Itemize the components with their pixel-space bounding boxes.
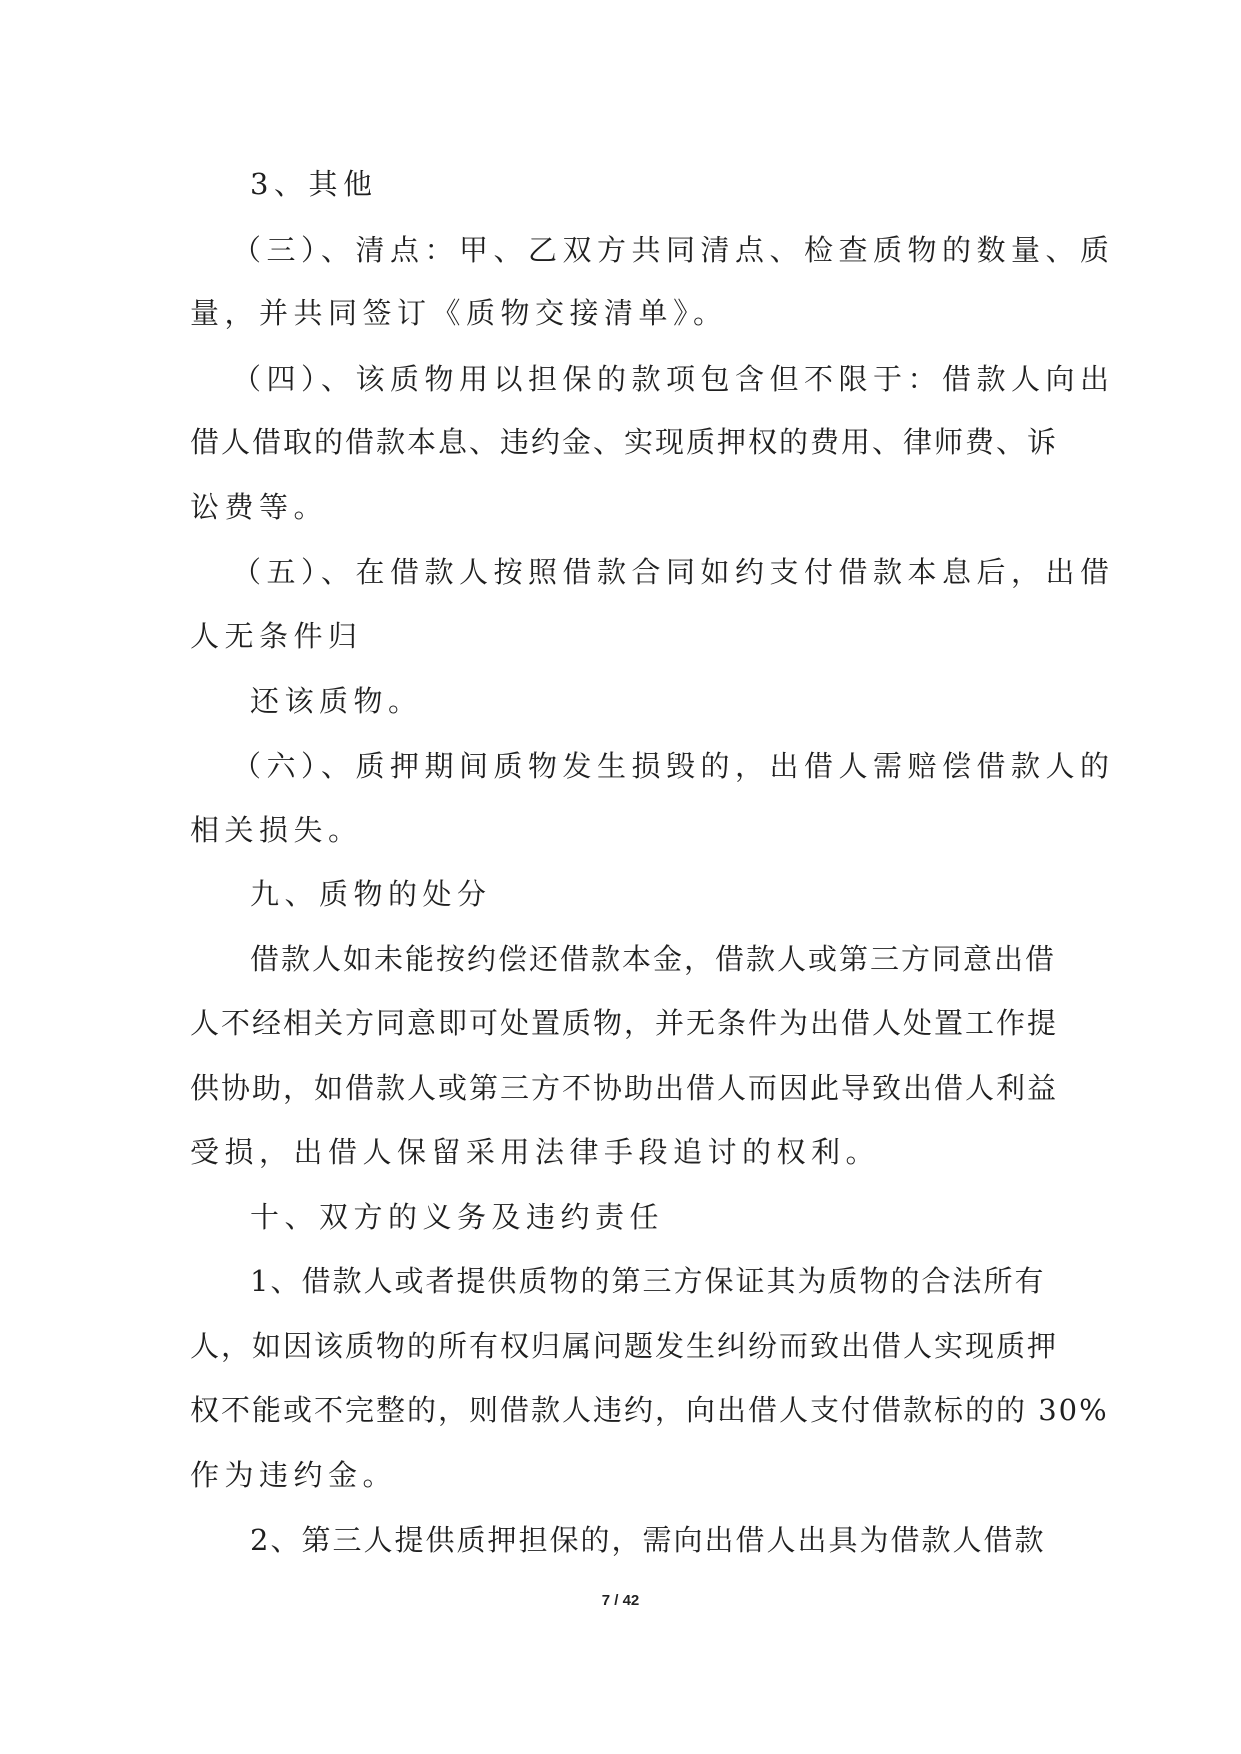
text-line: 量，并共同签订《质物交接清单》。 (190, 296, 728, 330)
text-line: 权不能或不完整的，则借款人违约，向出借人支付借款标的的 30% (190, 1393, 1109, 1427)
text-line: 借款人如未能按约偿还借款本金，借款人或第三方同意出借 (250, 942, 1057, 976)
text-line: 作为违约金。 (190, 1458, 398, 1492)
text-line: 3、其他 (250, 167, 378, 201)
text-line: （三）、清点：甲、乙双方共同清点、检查质物的数量、质 (232, 233, 1115, 267)
text-line: （六）、质押期间质物发生损毁的，出借人需赔偿借款人的 (232, 749, 1115, 783)
text-line: 人无条件归 (190, 619, 363, 653)
text-line: 相关损失。 (190, 813, 363, 847)
text-line: 还该质物。 (250, 684, 423, 718)
text-line: （五）、在借款人按照借款合同如约支付借款本息后，出借 (232, 555, 1115, 589)
text-line: 借人借取的借款本息、违约金、实现质押权的费用、律师费、诉 (190, 425, 1059, 459)
text-line: 受损，出借人保留采用法律手段追讨的权利。 (190, 1135, 881, 1169)
text-line: 供协助，如借款人或第三方不协助出借人而因此导致出借人利益 (190, 1071, 1059, 1105)
text-line: 人，如因该质物的所有权归属问题发生纠纷而致出借人实现质押 (190, 1329, 1059, 1363)
section-heading: 十、双方的义务及违约责任 (250, 1200, 665, 1234)
text-line: 讼费等。 (190, 490, 329, 524)
page-number: 7 / 42 (601, 1592, 640, 1609)
section-heading: 九、质物的处分 (250, 877, 492, 911)
text-line: 人不经相关方同意即可处置质物，并无条件为出借人处置工作提 (190, 1006, 1059, 1040)
text-line: 2、第三人提供质押担保的，需向出借人出具为借款人借款 (250, 1523, 1046, 1557)
text-line: 1、借款人或者提供质物的第三方保证其为质物的合法所有 (250, 1264, 1046, 1298)
text-line: （四）、该质物用以担保的款项包含但不限于：借款人向出 (232, 362, 1115, 396)
